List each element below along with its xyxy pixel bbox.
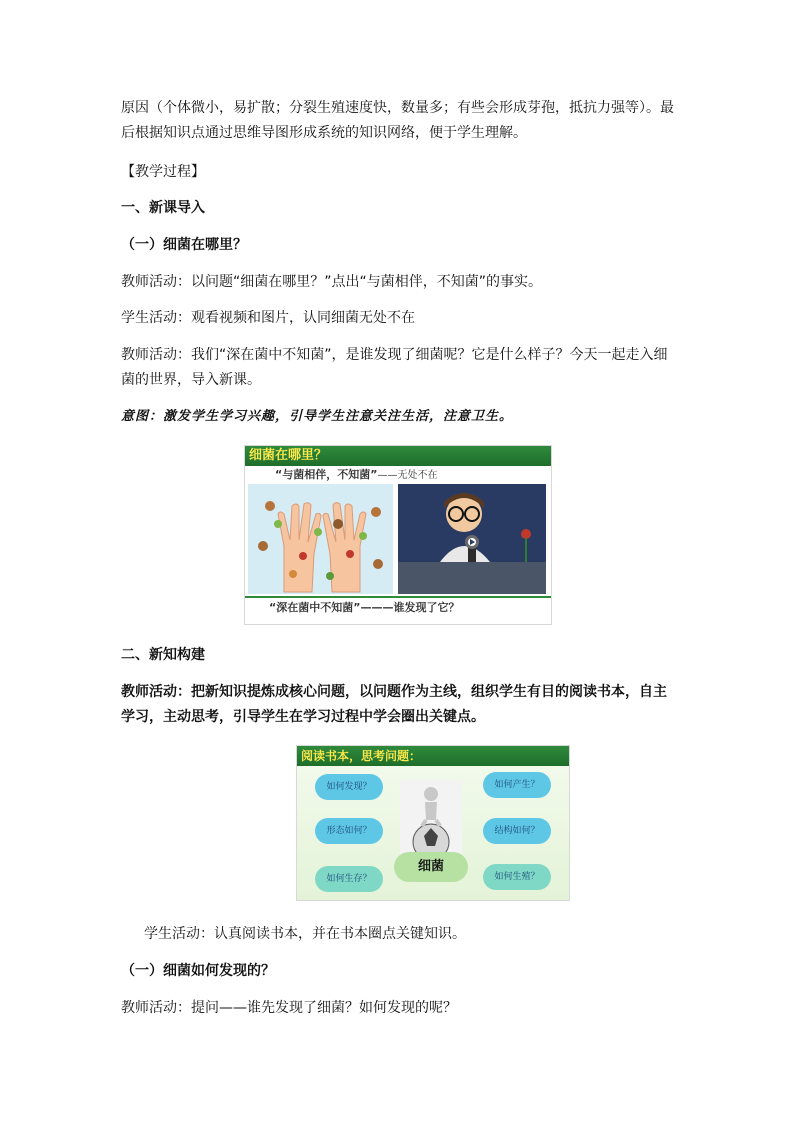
paragraph-line: 原因（个体微小，易扩散；分裂生殖速度快，数量多；有些会形成芽孢，抵抗力强等）。最	[121, 100, 674, 116]
slide-title: 细菌在哪里？	[249, 448, 328, 463]
subsection-heading-2-1: （一）细菌如何发现的？	[121, 963, 275, 979]
teacher-activity: 教师活动：我们“深在菌中不知菌”，是谁发现了细菌呢？它是什么样子？今天一起走入细	[121, 347, 668, 363]
section-heading-process: 【教学过程】	[121, 164, 205, 180]
slide-footer: “深在菌中不知菌”———谁发现了它？	[269, 601, 460, 614]
slide-header	[297, 746, 569, 766]
section-heading-1: 一、新课导入	[121, 200, 205, 216]
student-activity: 学生活动：观看视频和图片，认同细菌无处不在	[121, 310, 415, 326]
intent-note: 意图：激发学生学习兴趣，引导学生注意关注生活，注意卫生。	[121, 409, 514, 424]
slide-title: 阅读书本，思考问题：	[301, 749, 422, 763]
hands-bacteria-image	[248, 484, 393, 594]
slide-band	[245, 596, 551, 598]
section-heading-2: 二、新知构建	[121, 647, 205, 663]
teacher-activity: 教师活动：把新知识提炼成核心问题，以问题作为主线，组织学生有目的阅读书本，自主	[121, 684, 667, 700]
teacher-activity: 教师活动：提问——谁先发现了细菌？如何发现的呢？	[121, 1000, 457, 1016]
subtitle-main: “与菌相伴，不知菌”	[275, 468, 378, 481]
center-cloud: 细菌	[394, 852, 468, 882]
question-cloud: 如何产生？	[483, 772, 551, 798]
student-activity: 学生活动：认真阅读书本，并在书本圈点关键知识。	[144, 926, 466, 942]
slide-reading-questions	[296, 745, 570, 901]
question-cloud: 如何生存？	[315, 866, 383, 892]
teacher-activity: 教师活动：以问题“细菌在哪里？”点出“与菌相伴，不知菌”的事实。	[121, 274, 543, 290]
subsection-heading-1-1: （一）细菌在哪里？	[121, 237, 247, 253]
question-cloud: 如何生殖？	[483, 864, 551, 890]
scientist-video-image	[398, 484, 546, 594]
question-cloud: 结构如何？	[483, 818, 551, 844]
question-cloud: 如何发现？	[315, 774, 383, 800]
slide-header	[245, 446, 551, 466]
teacher-activity: 菌的世界，导入新课。	[121, 372, 261, 388]
paragraph-line: 后根据知识点通过思维导图形成系统的知识网络，便于学生理解。	[121, 125, 527, 141]
subtitle-small: ——无处不在	[377, 470, 438, 481]
slide-bacteria-where	[244, 445, 552, 625]
teacher-activity: 学习，主动思考，引导学生在学习过程中学会圈出关键点。	[121, 709, 485, 725]
slide-subtitle	[275, 467, 437, 484]
question-cloud: 形态如何？	[315, 818, 383, 844]
